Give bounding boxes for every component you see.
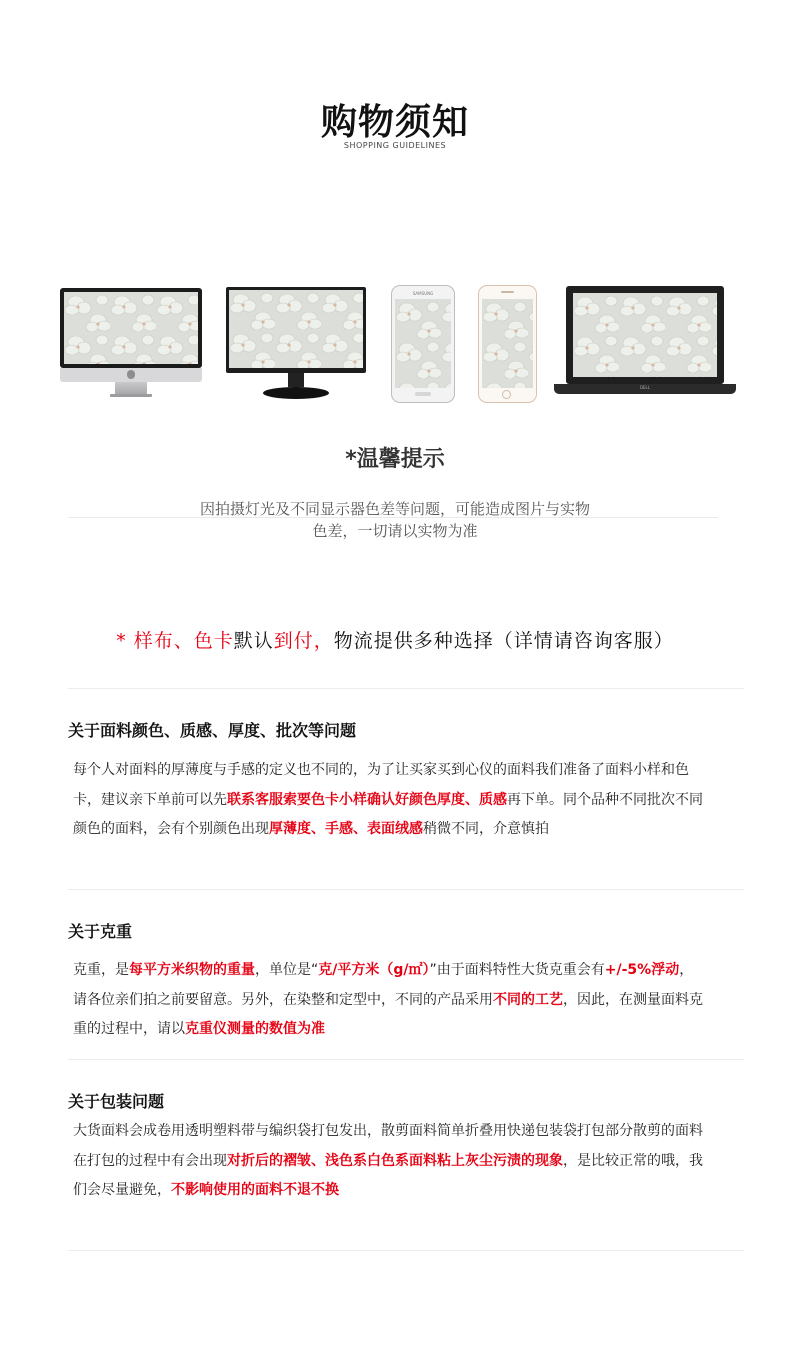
fabric-text: 稍微不同，介意慎拍 — [423, 821, 549, 837]
notice-star: * — [116, 630, 127, 652]
dell-brand: DELL — [639, 385, 651, 390]
packaging-highlight: 对折后的褶皱、浅色系白色系面料粘上灰尘污渍的现象 — [227, 1152, 563, 1169]
divider — [68, 1059, 744, 1060]
weight-highlight: +/-5%浮动 — [604, 962, 680, 978]
weight-highlight: 克重仪测量的数值为准 — [185, 1021, 325, 1037]
packaging-highlight: 不影响使用的面料不退不换 — [171, 1182, 339, 1198]
notice-default: 默认 — [233, 630, 274, 652]
fabric-section-body — [73, 756, 703, 845]
weight-text: ，请各位亲们拍之前要留意。另外，在染整和定型中，不同的产品采用 — [73, 962, 694, 1008]
iphone-icon — [478, 285, 537, 403]
fabric-highlight: 厚薄度、手感、表面绒感 — [269, 821, 423, 837]
fabric-section-title: 关于面料颜色、质感、厚度、批次等问题 — [68, 721, 357, 740]
page-title: 购物须知 — [320, 102, 469, 143]
divider — [68, 688, 744, 689]
packaging-text: ，是比较正常的哦，我们会尽量避免， — [73, 1152, 703, 1198]
tip-body — [150, 498, 640, 542]
weight-text: ”由于面料特性大货克重会有 — [429, 962, 605, 978]
tip-line-1: 因拍摄灯光及不同显示器色差等问题，可能造成图片与实物 — [199, 500, 590, 518]
notice-cod: 到付， — [273, 630, 334, 652]
sample-notice — [0, 626, 790, 653]
weight-section-body — [73, 956, 703, 1045]
imac-icon — [60, 288, 202, 403]
samsung-phone-icon — [391, 285, 455, 403]
weight-highlight: 克/平方米（g/㎡） — [318, 962, 430, 978]
weight-text: ，单位是“ — [255, 962, 319, 978]
weight-text: 克重，是 — [73, 962, 129, 978]
tip-title: *温馨提示 — [345, 447, 445, 472]
divider — [68, 889, 744, 890]
weight-highlight: 不同的工艺 — [493, 991, 563, 1008]
fabric-highlight: 联系客服索要色卡小样确认好颜色厚度、质感 — [227, 791, 507, 808]
divider — [68, 1250, 744, 1251]
monitor-icon — [226, 287, 366, 403]
notice-logistics: 物流提供多种选择（详情请咨询客服） — [333, 630, 674, 652]
fabric-text: 每个人对面料的厚薄度与手感的定义也不同的，为了让买家买到心仪的面料我们准备了面料小样和色卡，建议亲下单前可以先 — [73, 762, 689, 808]
page-subtitle: SHOPPING GUIDELINES — [343, 141, 447, 150]
weight-section-title: 关于克重 — [68, 922, 133, 941]
tip-line-2: 色差，一切请以实物为准 — [312, 522, 478, 540]
dell-laptop-icon — [554, 286, 736, 402]
fabric-text: 再下单。同个品种不同批次不同颜色的面料，会有个别颜色出现 — [73, 791, 703, 837]
weight-text: ，因此，在测量面料克重的过程中，请以 — [73, 991, 703, 1037]
packaging-section-title: 关于包装问题 — [68, 1092, 165, 1111]
packaging-text: 大货面料会成卷用透明塑料带与编织袋打包发出，散剪面料简单折叠用快递包装袋打包部分散剪的面料在打包的过程中有会出现 — [73, 1123, 703, 1169]
weight-highlight: 每平方米织物的重量 — [129, 962, 255, 978]
notice-samples: 样布、色卡 — [133, 630, 234, 652]
samsung-brand: SAMSUNG — [412, 291, 434, 296]
packaging-section-body — [73, 1117, 703, 1206]
